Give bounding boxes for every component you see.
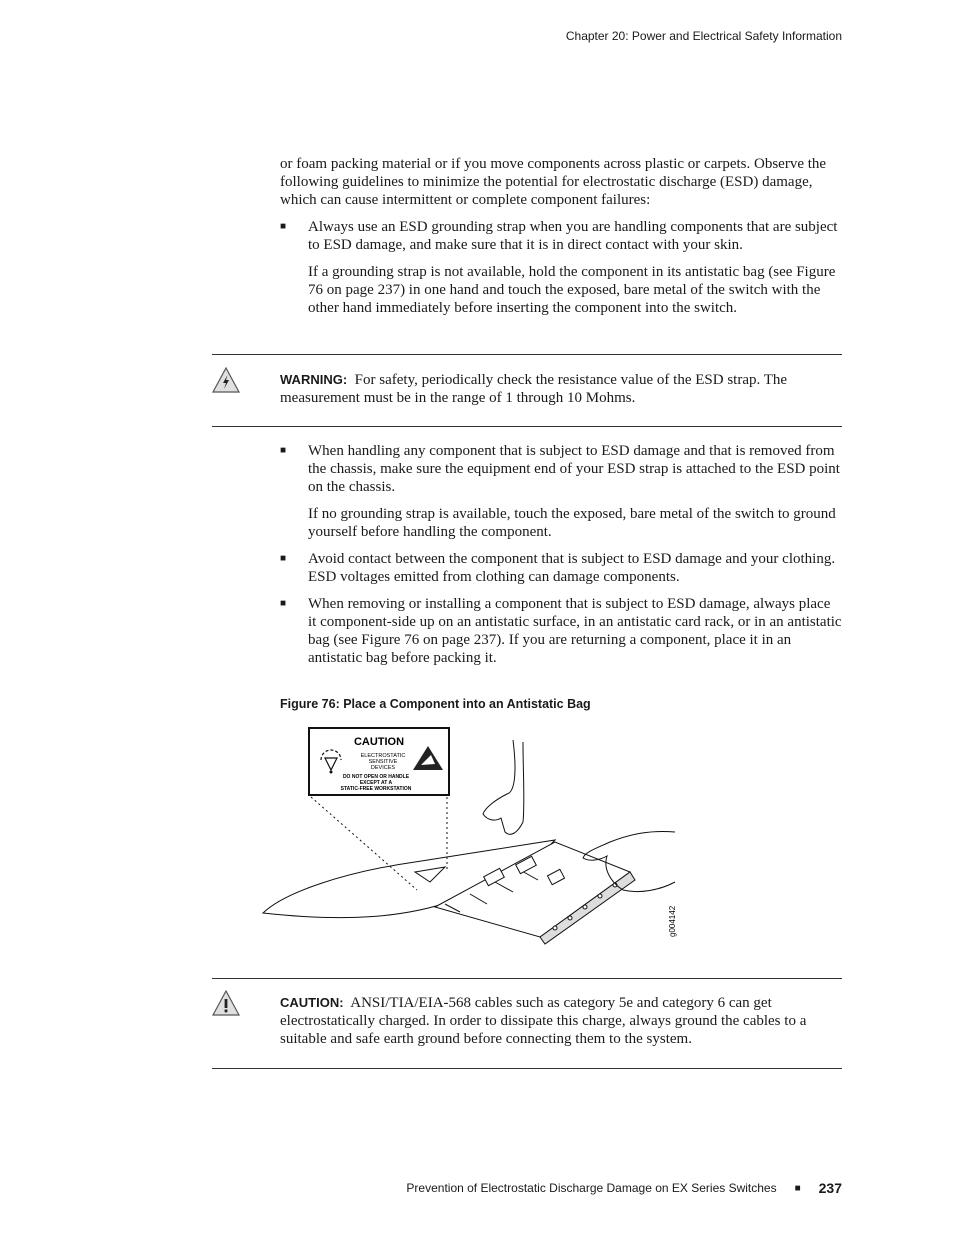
figure-illustration: [255, 722, 695, 952]
caution-text: ANSI/TIA/EIA-568 cables such as category 5e and category 6 can get electrostatically charged. In order to dissipate this charge, always ground the cables to a suitable and safe earth ground before connecting them to the system.: [280, 995, 807, 1047]
antistatic-bag-illustration: [255, 722, 695, 952]
caution-note: [280, 994, 842, 1048]
warning-bottom-rule: [212, 426, 842, 427]
caution-label-line: DEVICES: [370, 765, 396, 771]
bullet-mark: ■: [280, 598, 287, 609]
exclamation-caution-icon: [212, 990, 240, 1016]
bullet-text: When handling any component that is subject to ESD damage and that is removed from the chassis, make sure the equipment end of your ESD strap is attached to the ESD point on the chassis.: [308, 443, 840, 495]
bullet-1-subparagraph: If a grounding strap is not available, hold the component in its antistatic bag (see Figure 76 on page 237) in one hand and touch the exposed, bare metal of the switch with the other hand immediately before inserting the component into the switch.: [308, 264, 836, 316]
caution-label-line: DO NOT OPEN OR HANDLE: [342, 774, 410, 780]
warning-top-rule: [212, 354, 842, 355]
bullet-text: Avoid contact between the component that is subject to ESD damage and your clothing. ESD voltages emitted from clothing can damage components.: [308, 551, 836, 585]
footer-separator: ■: [794, 1182, 801, 1194]
caution-label-line: EXCEPT AT A: [359, 780, 393, 786]
figure-code: g004142: [668, 905, 677, 937]
bullet-text: When removing or installing a component that is subject to ESD damage, always place it component-side up on an antistatic surface, in an antistatic card rack, or in an antistatic bag (see Figure 76 on page 237). If you are returning a component, place it in an antistatic bag before packing it.: [308, 596, 842, 666]
callout-line: [311, 797, 417, 890]
caution-label-line: STATIC-FREE WORKSTATION: [340, 786, 412, 792]
caution-label-line: SENSITIVE: [368, 759, 398, 765]
caution-bottom-rule: [212, 1068, 842, 1069]
left-hand: [483, 740, 524, 834]
bullet-text: Always use an ESD grounding strap when you are handling components that are subject to ESD damage, and make sure that it is in direct contact with your skin.: [308, 219, 838, 253]
page-number: 237: [818, 1180, 842, 1196]
bag-label-patch: [415, 867, 445, 882]
running-header: Chapter 20: Power and Electrical Safety Information: [565, 29, 842, 43]
warning-label: WARNING:: [280, 372, 348, 387]
caution-label-title: CAUTION: [353, 736, 405, 748]
bullet-mark: ■: [280, 221, 287, 232]
bullet-mark: ■: [280, 553, 287, 564]
caution-label: CAUTION:: [280, 995, 344, 1010]
caution-top-rule: [212, 978, 842, 979]
bullet-mark: ■: [280, 445, 287, 456]
caution-label-line: ELECTROSTATIC: [360, 753, 406, 759]
bullet-2-subparagraph: If no grounding strap is available, touch the exposed, bare metal of the switch to ground yourself before handling the component.: [308, 506, 836, 540]
page-footer: [406, 1180, 842, 1196]
footer-section-title: Prevention of Electrostatic Discharge Damage on EX Series Switches: [406, 1181, 777, 1195]
figure-title: Figure 76: Place a Component into an Antistatic Bag: [280, 697, 591, 711]
intro-paragraph: or foam packing material or if you move components across plastic or carpets. Observe the following guidelines to minimize the potential for electrostatic discharge (ESD) damage, which can cause intermittent or complete component failures:: [280, 156, 827, 208]
warning-note: [280, 371, 842, 407]
warning-text: For safety, periodically check the resistance value of the ESD strap. The measurement must be in the range of 1 through 10 Mohms.: [280, 372, 788, 406]
lightning-warning-icon: [212, 367, 240, 393]
